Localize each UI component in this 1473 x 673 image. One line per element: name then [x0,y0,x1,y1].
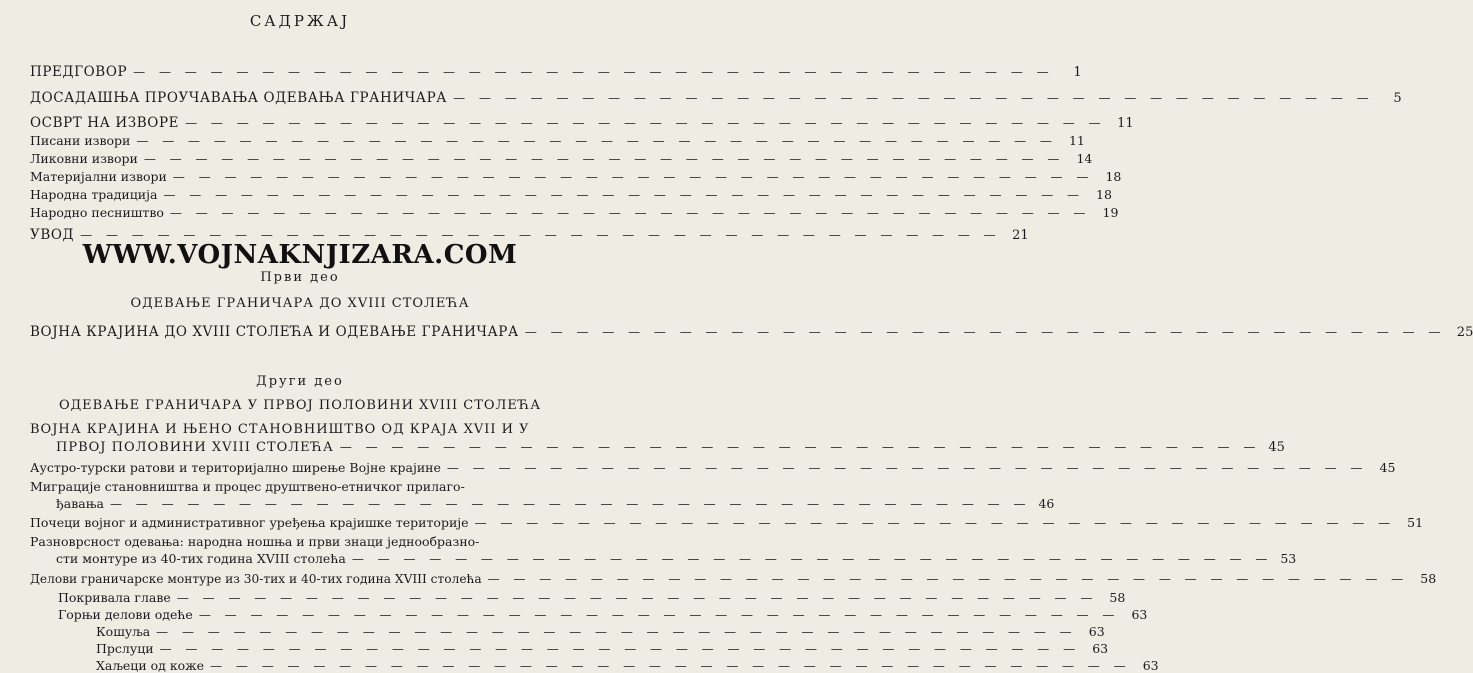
toc-entry-military-administration[interactable] [30,515,1424,535]
toc-entry-label: ПРЕДГОВОР [30,64,128,80]
toc-leader: — — — — — — — — — — — — — — — — — — — — — — — — — — — — — — — — — — — — [210,659,1131,673]
toc-entry-label: УВОД [30,227,75,243]
toc-leader: — — — — — — — — — — — — — — — — — — — — — — — — — — — — — — — — — — — — [446,461,1368,475]
toc-entry-material-sources[interactable] [30,169,1122,189]
part-2-heading: ОДЕВАЊЕ ГРАНИЧАРА У ПРВОЈ ПОЛОВИНИ XVIII СТОЛЕЋА [58,398,542,413]
toc-page-number: 63 [1088,624,1105,639]
toc-page-number: 63 [1092,641,1109,656]
toc-leader: — — — — — — — — — — — — — — — — — — — — — — — — — — — — — — — — — — — — [169,206,1091,220]
toc-entry-diversity-of-dress[interactable] [30,534,1297,568]
toc-leader: — — — — — — — — — — — — — — — — — — — — — — — — — — — — — — — — — — — — [176,591,1098,605]
toc-leader: — — — — — — — — — — — — — — — — — — — — — — — — — — — — — — — — — — — — [143,152,1065,166]
toc-entry-migrations[interactable] [30,479,1055,513]
toc-leader: — — — — — — — — — — — — — — — — — — — — — — — — — — — — — — — — — — — — [172,170,1094,184]
part-1-heading: ОДЕВАЊЕ ГРАНИЧАРА ДО XVIII СТОЛЕЋА [130,296,470,311]
toc-leader: — — — — — — — — — — — — — — — — — — — — — — — — — — — — — — — — — — — — [487,572,1409,586]
toc-entry-previous-studies[interactable] [30,90,1402,110]
toc-page-number: 18 [1096,187,1112,202]
toc-entry-label: ДОСАДАШЊА ПРОУЧАВАЊА ОДЕВАЊА ГРАНИЧАРА [30,90,448,106]
toc-entry-military-frontier-population[interactable] [30,422,1285,458]
toc-entry-folk-tradition[interactable] [30,187,1112,207]
toc-entry-label-continued: ПРВОЈ ПОЛОВИНИ XVIII СТОЛЕЋА [56,440,334,455]
toc-leader: — — — — — — — — — — — — — — — — — — — — — — — — — — — — — — — — — — — — [136,134,1057,148]
toc-entry-military-frontier-before-xviii[interactable] [30,324,1473,344]
toc-leader: — — — — — — — — — — — — — — — — — — — — — — — — — — — — — — — — — — — — [109,497,1031,511]
toc-entry-label: Миграције становништва и процес друштвено-етничког прилаго- [30,479,465,494]
toc-leader: — — — — — — — — — — — — — — — — — — — — — — — — — — — — — — — — — — — — [453,91,1374,105]
toc-entry-label: ВОЈНА КРАЈИНА И ЊЕНО СТАНОВНИШТВО ОД КРАЈА XVII И У [30,422,530,437]
toc-page-number: 5 [1393,91,1402,106]
toc-entry-label: Материјални извори [30,169,167,184]
toc-entry-label: Кошуља [96,624,151,639]
toc-entry-label: Хаљеци од коже [96,658,205,673]
toc-entry-label: Ликовни извори [30,151,138,166]
toc-page-number: 63 [1142,658,1159,673]
toc-entry-written-sources[interactable] [30,133,1085,153]
toc-page-number: 1 [1073,65,1082,80]
toc-page-number: 19 [1102,205,1119,220]
toc-entry-label: Покривала главе [58,590,171,605]
toc-leader: — — — — — — — — — — — — — — — — — — — — — — — — — — — — — — — — — — — — [474,516,1396,530]
toc-entry-visual-sources[interactable] [30,151,1093,171]
toc-page-number: 45 [1379,460,1396,475]
toc-leader: — — — — — — — — — — — — — — — — — — — — — — — — — — — — — — — — — — — — [185,116,1106,130]
toc-page-number: 51 [1407,515,1424,530]
toc-entry-label: Делови граничарске монтуре из 30-тих и 40-тих година XVIII столећа [30,572,482,586]
toc-entry-folk-poetry[interactable] [30,205,1119,225]
toc-leader: — — — — — — — — — — — — — — — — — — — — — — — — — — — — — — — — — — — — [163,188,1084,202]
toc-page-number: 46 [1038,496,1055,511]
toc-page-number: 63 [1131,607,1148,622]
toc-leader: — — — — — — — — — — — — — — — — — — — — — — — — — — — — — — — — — — — — [198,608,1120,622]
toc-entry-label: Аустро-турски ратови и територијално ширење Војне крајине [30,460,441,475]
toc-leader: — — — — — — — — — — — — — — — — — — — — — — — — — — — — — — — — — — — — [133,65,1054,79]
toc-entry-label: ВОЈНА КРАЈИНА ДО XVIII СТОЛЕЋА И ОДЕВАЊЕ ГРАНИЧАРА [30,324,519,340]
toc-page-number: 18 [1105,169,1122,184]
watermark-text: WWW.VOJNAKNJIZARA.COM [82,240,518,270]
toc-entry-label: Горњи делови одеће [58,607,193,622]
toc-page-number: 58 [1109,590,1126,605]
toc-page-number: 25 [1456,325,1473,340]
part-2-label: Други део [256,374,344,389]
toc-entry-sources-review[interactable] [30,115,1134,135]
toc-page-number: 11 [1117,116,1134,131]
toc-entry-preface[interactable] [30,64,1082,84]
toc-entry-label: Разноврсност одевања: народна ношња и први знаци једнообразно- [30,534,480,549]
toc-leader: — — — — — — — — — — — — — — — — — — — — — — — — — — — — — — — — — — — — [159,642,1081,656]
toc-leader: — — — — — — — — — — — — — — — — — — — — — — — — — — — — — — — — — — — — [351,552,1273,566]
toc-leader: — — — — — — — — — — — — — — — — — — — — — — — — — — — — — — — — — — — — [156,625,1077,639]
toc-entry-austro-turkish-wars[interactable] [30,460,1396,480]
toc-entry-label: Народно песништво [30,205,164,220]
toc-page-number: 45 [1268,440,1285,455]
toc-entry-leather-coats[interactable] [96,658,1159,673]
toc-entry-label: Народна традиција [30,187,158,202]
toc-entry-label: Писани извори [30,133,131,148]
toc-entry-label: ОСВРТ НА ИЗВОРЕ [30,115,180,131]
toc-page-number: 21 [1012,228,1029,243]
toc-entry-uniform-parts[interactable] [30,571,1437,591]
toc-page-number: 14 [1076,151,1093,166]
toc-leader: — — — — — — — — — — — — — — — — — — — — — — — — — — — — — — — — — — — — [80,228,1001,242]
toc-entry-label-continued: сти монтуре из 40-тих година XVIII столећа [56,551,346,566]
toc-page-number: 58 [1420,571,1437,586]
toc-leader: — — — — — — — — — — — — — — — — — — — — — — — — — — — — — — — — — — — — [524,325,1446,339]
toc-page-number: 53 [1280,551,1297,566]
toc-page-number: 11 [1068,133,1085,148]
toc-leader: — — — — — — — — — — — — — — — — — — — — — — — — — — — — — — — — — — — — [339,440,1261,454]
page-title: САДРЖАЈ [249,12,351,30]
toc-entry-label: Прслуци [96,641,154,656]
part-1-label: Први део [260,270,340,285]
toc-entry-label: Почеци војног и административног уређења крајишке територије [30,515,469,530]
toc-entry-label-continued: ђавања [56,496,104,511]
